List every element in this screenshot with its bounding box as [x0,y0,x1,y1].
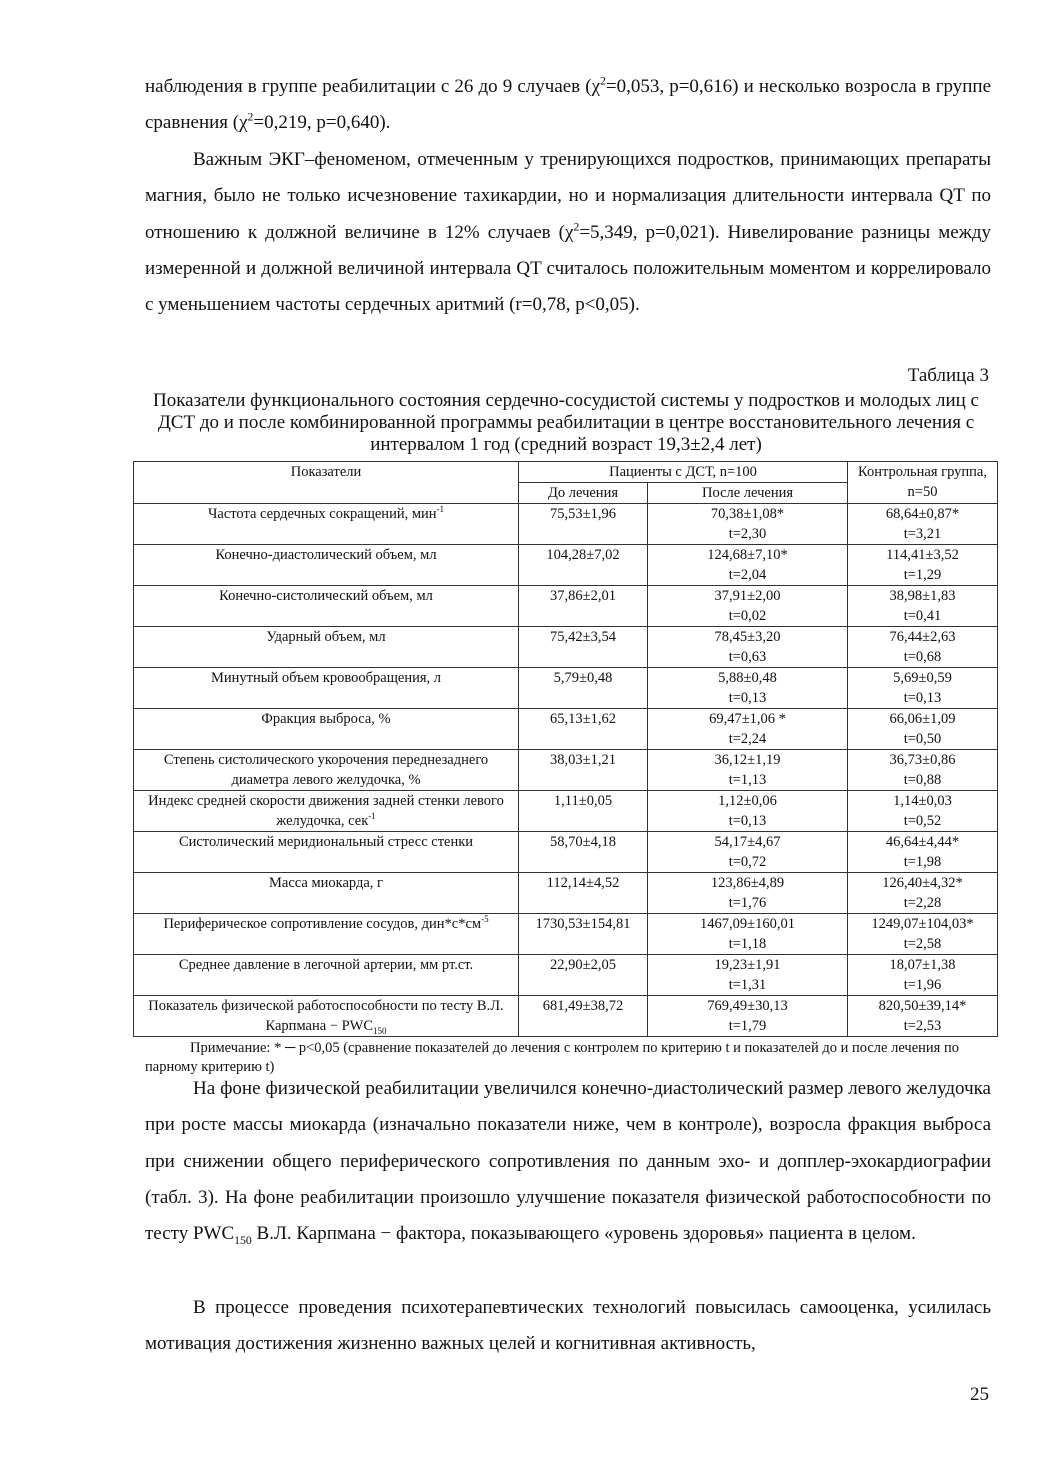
row-after: 36,12±1,19 t=1,13 [648,750,848,791]
row-control: 18,07±1,38 t=1,96 [848,955,998,996]
header-after: После лечения [648,483,848,504]
row-before: 38,03±1,21 [519,750,648,791]
table-row [134,586,998,627]
row-before: 75,53±1,96 [519,504,648,545]
header-patients: Пациенты с ДСТ, n=100 [519,462,848,483]
row-indicator: Индекс средней скорости движения задней стенки левого желудочка, сек$^{-1}$ [134,791,519,832]
row-after: 70,38±1,08* t=2,30 [648,504,848,545]
row-control: 5,69±0,59 t=0,13 [848,668,998,709]
row-before: 681,49±38,72 [519,996,648,1037]
row-control: 38,98±1,83 t=0,41 [848,586,998,627]
page-number: 25 [970,1384,989,1405]
row-control: 68,64±0,87* t=3,21 [848,504,998,545]
row-before: 58,70±4,18 [519,832,648,873]
row-before: 75,42±3,54 [519,627,648,668]
paragraph-1: наблюдения в группе реабилитации с 26 до 9 случаев ($\chi^2=0,053$, p=0,616) и несколько возросла в группе сравнения ($\chi^2=0,219$, p=0,640). [145,74,992,134]
row-indicator: Конечно-систолический объем, мл [134,586,519,627]
row-after: 78,45±3,20 t=0,63 [648,627,848,668]
table-row [134,914,998,955]
paragraph-3: На фоне физической реабилитации увеличился конечно-диастолический размер левого желудочка при росте массы миокарда (изначально показатели ниже, чем в контроле), возросла фракция выброса при снижении общего периферического сопротивления по данным эхо- и допплер-эхокардиографии (табл. 3). На фоне реабилитации произошло улучшение показателя физической работоспособности по тесту $PWC_{150}$ В.Л. Карпмана − фактора, показывающего «уровень здоровья» пациента в целом. [145,1078,991,1247]
row-before: 37,86±2,01 [519,586,648,627]
header-control: Контрольная группа, n=50 [848,462,998,504]
row-before: 22,90±2,05 [519,955,648,996]
table-row [134,791,998,832]
row-indicator: Масса миокарда, г [134,873,519,914]
row-indicator: Минутный объем кровообращения, л [134,668,519,709]
row-before: 104,28±7,02 [519,545,648,586]
table-row [134,873,998,914]
row-after: 37,91±2,00 t=0,02 [648,586,848,627]
row-indicator: Ударный объем, мл [134,627,519,668]
table-row [134,750,998,791]
table-row [134,709,998,750]
data-table [133,461,998,1037]
row-control: 76,44±2,63 t=0,68 [848,627,998,668]
table-row [134,832,998,873]
table-row [134,955,998,996]
row-after: 1,12±0,06 t=0,13 [648,791,848,832]
row-indicator: Конечно-диастолический объем, мл [134,545,519,586]
table-row [134,668,998,709]
row-control: 1,14±0,03 t=0,52 [848,791,998,832]
row-before: 1,11±0,05 [519,791,648,832]
table-row [134,996,998,1037]
row-control: 1249,07±104,03* t=2,58 [848,914,998,955]
header-indicators: Показатели [134,462,519,504]
row-indicator: Фракция выброса, % [134,709,519,750]
table-number: Таблица 3 [907,365,989,386]
row-control: 126,40±4,32* t=2,28 [848,873,998,914]
row-after: 124,68±7,10* t=2,04 [648,545,848,586]
paragraph-4: В процессе проведения психотерапевтических технологий повысилась самооценка, усилилась мотивация достижения жизненно важных целей и когнитивная активность, [145,1297,991,1355]
table-note: Примечание: * ─ p<0,05 (сравнение показателей до лечения с контролем по критерию t и показателей до и после лечения по парному критерию t) [145,1040,959,1075]
row-after: 69,47±1,06 * t=2,24 [648,709,848,750]
row-before: 112,14±4,52 [519,873,648,914]
row-before: 5,79±0,48 [519,668,648,709]
row-indicator: Показатель физической работоспособности по тесту В.Л. Карпмана − $PWC_{150}$ [134,996,519,1037]
row-control: 46,64±4,44* t=1,98 [848,832,998,873]
row-control: 66,06±1,09 t=0,50 [848,709,998,750]
row-after: 769,49±30,13 t=1,79 [648,996,848,1037]
row-control: 820,50±39,14* t=2,53 [848,996,998,1037]
row-indicator: Частота сердечных сокращений, мин$^{-1}$ [134,504,519,545]
table-row [134,627,998,668]
row-control: 114,41±3,52 t=1,29 [848,545,998,586]
row-control: 36,73±0,86 t=0,88 [848,750,998,791]
row-indicator: Степень систолического укорочения переднезаднего диаметра левого желудочка, % [134,750,519,791]
row-indicator: Систолический меридиональный стресс стенки [134,832,519,873]
table-row [134,545,998,586]
header-before: До лечения [519,483,648,504]
table-title: Показатели функционального состояния сердечно-сосудистой системы у подростков и молодых лиц с ДСТ до и после комбинированной программы реабилитации в центре восстановительного лечения с интервалом 1 год (средний возраст 19,3±2,4 лет) [152,390,979,455]
table-row [134,504,998,545]
row-before: 65,13±1,62 [519,709,648,750]
paragraph-2: Важным ЭКГ–феноменом, отмеченным у тренирующихся подростков, принимающих препараты магния, было не только исчезновение тахикардии, но и нормализация длительности интервала QT по отношению к должной величине в 12% случаев ($\chi^2=5,349$, p=0,021). Нивелирование разницы между измеренной и должной величиной интервала QT считалось положительным моментом и коррелировало с уменьшением частоты сердечных аритмий (r=0,78, p<0,05). [145,149,991,316]
row-after: 5,88±0,48 t=0,13 [648,668,848,709]
row-indicator: Среднее давление в легочной артерии, мм рт.ст. [134,955,519,996]
row-after: 1467,09±160,01 t=1,18 [648,914,848,955]
row-indicator: Периферическое сопротивление сосудов, $дин*с*см^{-5}$ [134,914,519,955]
row-after: 54,17±4,67 t=0,72 [648,832,848,873]
row-after: 123,86±4,89 t=1,76 [648,873,848,914]
row-after: 19,23±1,91 t=1,31 [648,955,848,996]
row-before: 1730,53±154,81 [519,914,648,955]
